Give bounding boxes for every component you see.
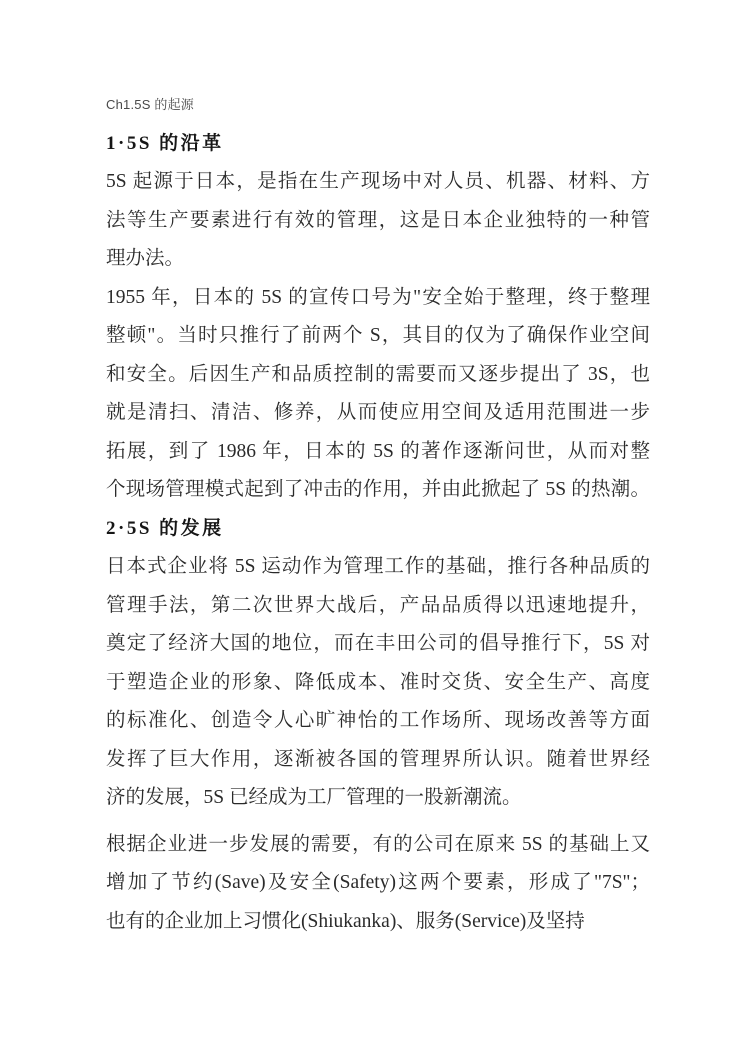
text-line: 理办法。 [106,248,185,269]
text-line: 整顿"。当时只推行了前两个 S，其目的仅为了确保作业空间 [106,325,650,346]
paragraph [106,548,650,818]
paragraph [106,163,650,279]
text-line: 管理手法，第二次世界大战后，产品品质得以迅速地提升， [106,594,650,616]
text-line: 5S 起源于日本，是指在生产现场中对人员、机器、材料、方 [106,171,650,192]
text-line: 也有的企业加上习惯化(Shiukanka)、服务(Service)及坚持 [106,910,585,932]
section-heading-1: 1·5S 的沿革 [106,132,224,154]
text-line: 增加了节约(Save)及安全(Safety)这两个要素，形成了"7S"； [106,872,650,893]
text-line: 济的发展，5S 已经成为工厂管理的一股新潮流。 [106,787,522,808]
text-line: 日本式企业将 5S 运动作为管理工作的基础，推行各种品质的 [106,556,650,577]
text-line: 和安全。后因生产和品质控制的需要而又逐步提出了 3S，也 [106,363,650,385]
text-line: 个现场管理模式起到了冲击的作用，并由此掀起了 5S 的热潮。 [106,479,650,500]
section-heading-2: 2·5S 的发展 [106,517,224,539]
text-line: 1955 年，日本的 5S 的宣传口号为"安全始于整理，终于整理 [106,286,650,308]
text-line: 奠定了经济大国的地位，而在丰田公司的倡导推行下，5S 对 [106,633,650,654]
text-line: 的标准化、创造令人心旷神怡的工作场所、现场改善等方面 [106,710,650,731]
text-line: 就是清扫、清洁、修养，从而使应用空间及适用范围进一步 [106,402,650,423]
doc-small-header: Ch1.5S 的起源 [106,97,194,112]
paragraph [106,826,650,942]
paragraph [106,279,650,510]
text-line: 法等生产要素进行有效的管理，这是日本企业独特的一种管 [106,209,650,231]
text-line: 于塑造企业的形象、降低成本、准时交货、安全生产、高度 [106,671,650,693]
text-line: 发挥了巨大作用，逐渐被各国的管理界所认识。随着世界经 [106,748,650,770]
text-line: 根据企业进一步发展的需要，有的公司在原来 5S 的基础上又 [106,833,650,855]
text-line: 拓展，到了 1986 年，日本的 5S 的著作逐渐问世，从而对整 [106,440,650,462]
